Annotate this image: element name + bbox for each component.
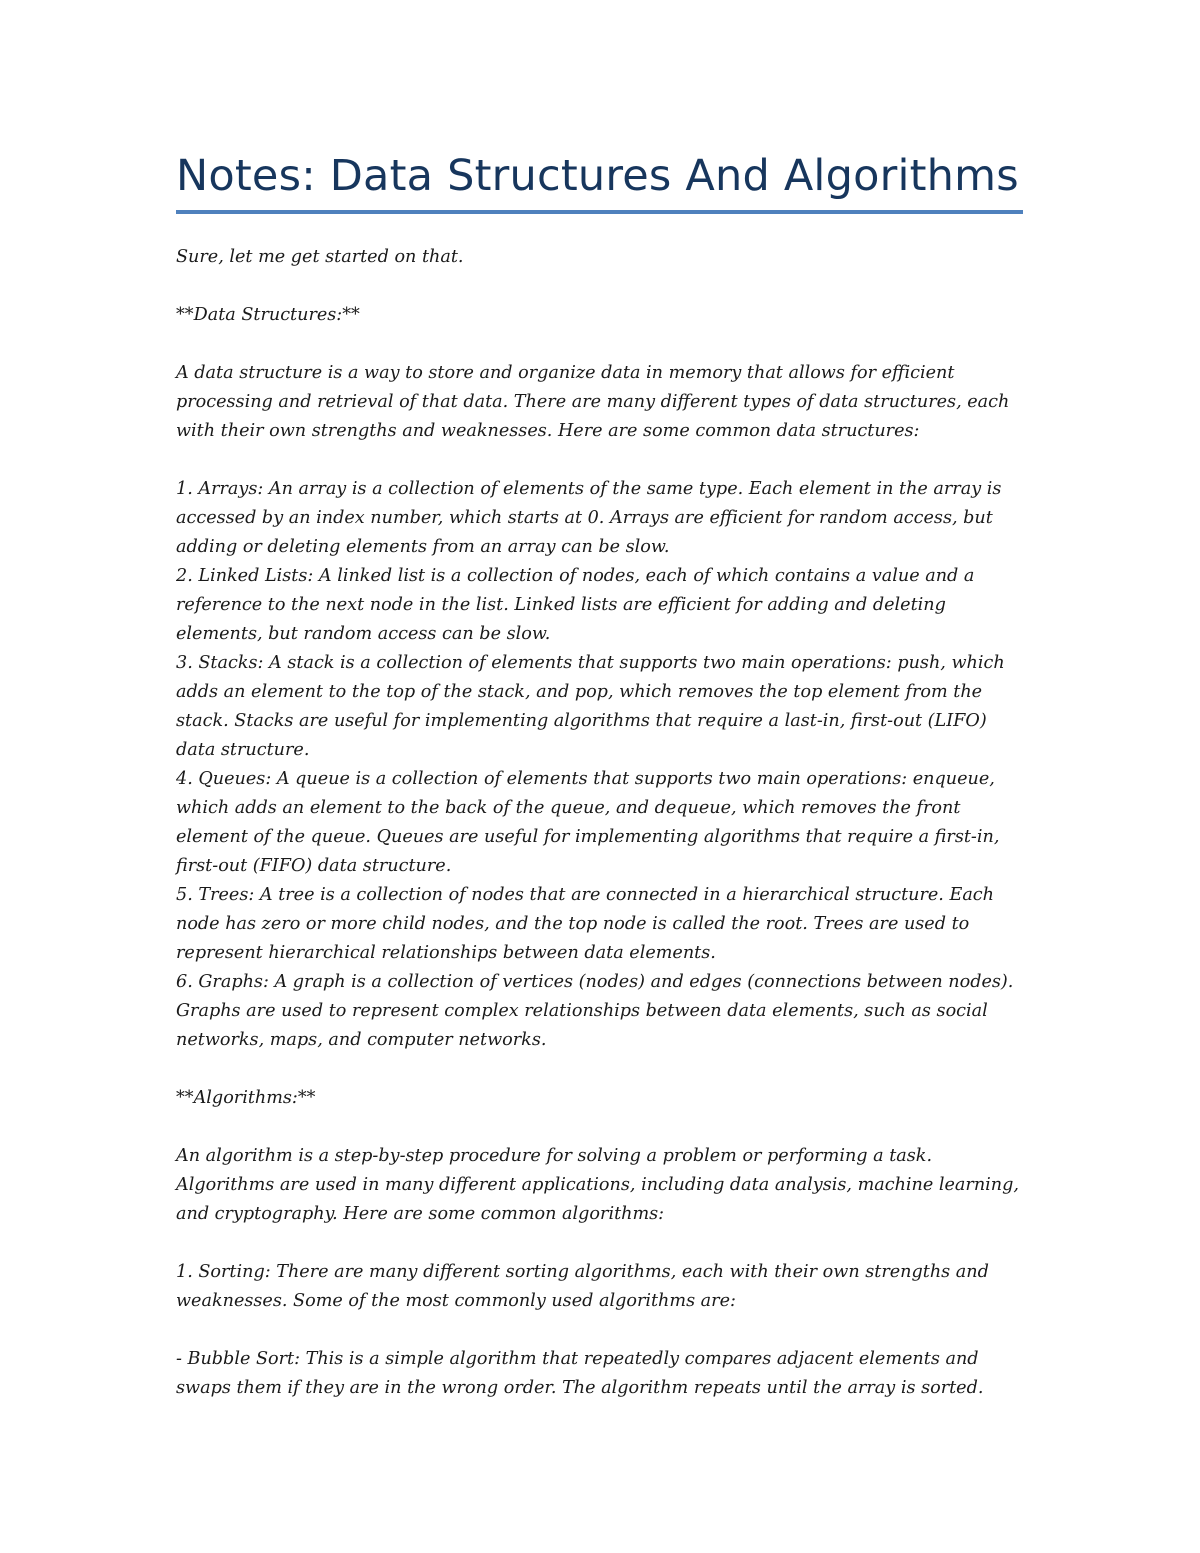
document-body — [176, 243, 1028, 1403]
list-item-trees: 5. Trees: A tree is a collection of nodes that are connected in a hierarchical structure. Each node has zero or more child nodes, and the top node is called the root. Trees are used to represent hierarchical relationships between data elements. — [176, 885, 994, 963]
algorithms-heading: **Algorithms:** — [176, 1088, 316, 1108]
list-item-bubble-sort: - Bubble Sort: This is a simple algorithm that repeatedly compares adjacent elements and swaps them if they are in the wrong order. The algorithm repeats until the array is sorted. — [176, 1349, 984, 1398]
page-title: Notes: Data Structures And Algorithms — [176, 151, 1019, 201]
spacer — [176, 1113, 1028, 1142]
list-item-stacks: 3. Stacks: A stack is a collection of elements that supports two main operations: push, which adds an element to the top of the stack, and pop, which removes the top element from the stack. Stacks are useful for implementing algorithms that require a last-in, first-out (LIFO) data structure. — [176, 653, 1005, 760]
spacer — [176, 1229, 1028, 1258]
spacer — [176, 1055, 1028, 1084]
spacer — [176, 1316, 1028, 1345]
title-underline — [176, 210, 1023, 214]
algorithms-description: An algorithm is a step-by-step procedure for solving a problem or performing a task. Algorithms are used in many different applications, including data analysis, machine learning, and cryptography. Here are some common algorithms: — [176, 1146, 1019, 1224]
list-item-arrays: 1. Arrays: An array is a collection of elements of the same type. Each element in the array is accessed by an index number, which starts at 0. Arrays are efficient for random access, but adding or deleting elements from an array can be slow. — [176, 479, 1002, 557]
list-item-sorting: 1. Sorting: There are many different sorting algorithms, each with their own strengths and weaknesses. Some of the most commonly used algorithms are: — [176, 1262, 989, 1311]
list-item-graphs: 6. Graphs: A graph is a collection of vertices (nodes) and edges (connections between nodes). Graphs are used to represent complex relationships between data elements, such as social networks, maps, and computer networks. — [176, 972, 1014, 1050]
spacer — [176, 446, 1028, 475]
intro-paragraph: Sure, let me get started on that. — [176, 247, 464, 267]
spacer — [176, 272, 1028, 301]
list-item-queues: 4. Queues: A queue is a collection of elements that supports two main operations: enqueue, which adds an element to the back of the queue, and dequeue, which removes the front element of the queue. Queues are useful for implementing algorithms that require a first-in, first-out (FIFO) data structure. — [176, 769, 1000, 876]
spacer — [176, 330, 1028, 359]
data-structures-description: A data structure is a way to store and organize data in memory that allows for efficient processing and retrieval of that data. There are many different types of data structures, each with their own strengths and weaknesses. Here are some common data structures: — [176, 363, 1010, 441]
list-item-linked-lists: 2. Linked Lists: A linked list is a collection of nodes, each of which contains a value and a reference to the next node in the list. Linked lists are efficient for adding and deleting elements, but random access can be slow. — [176, 566, 975, 644]
data-structures-heading: **Data Structures:** — [176, 305, 360, 325]
